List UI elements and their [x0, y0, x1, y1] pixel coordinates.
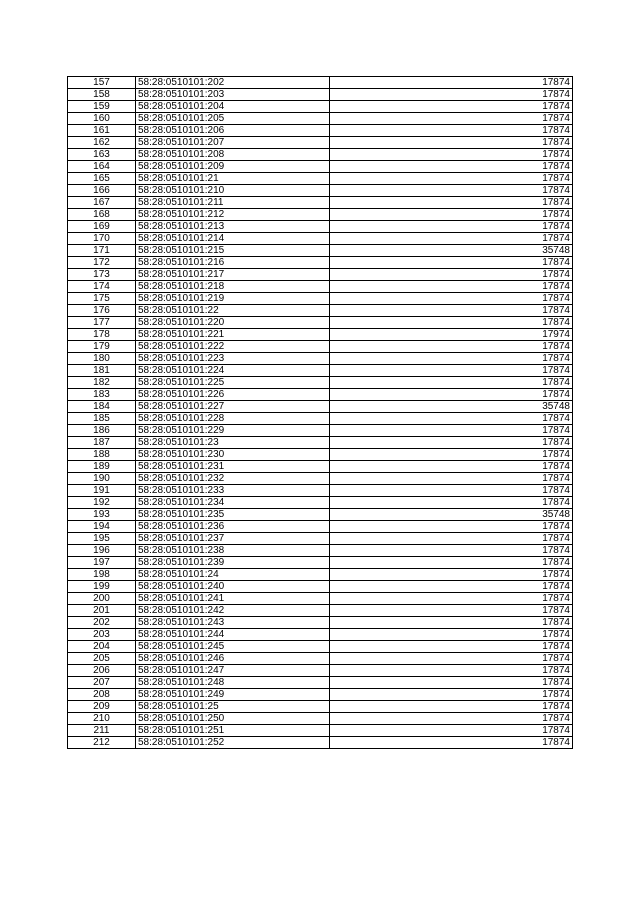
row-number-cell: 187 [68, 437, 136, 449]
table-row [68, 353, 573, 365]
cadastral-number-cell: 58:28:0510101:223 [136, 353, 330, 365]
cadastral-number-cell: 58:28:0510101:21 [136, 173, 330, 185]
cadastral-number-cell: 58:28:0510101:214 [136, 233, 330, 245]
row-number-cell: 183 [68, 389, 136, 401]
value-cell: 17874 [330, 641, 573, 653]
row-number-cell: 178 [68, 329, 136, 341]
value-cell: 35748 [330, 245, 573, 257]
table-row [68, 653, 573, 665]
row-number-cell: 159 [68, 101, 136, 113]
row-number-cell: 192 [68, 497, 136, 509]
value-cell: 17874 [330, 305, 573, 317]
value-cell: 17874 [330, 437, 573, 449]
row-number-cell: 163 [68, 149, 136, 161]
cadastral-number-cell: 58:28:0510101:226 [136, 389, 330, 401]
cadastral-number-cell: 58:28:0510101:220 [136, 317, 330, 329]
table-row [68, 701, 573, 713]
cadastral-number-cell: 58:28:0510101:240 [136, 581, 330, 593]
table-row [68, 77, 573, 89]
row-number-cell: 210 [68, 713, 136, 725]
value-cell: 17874 [330, 389, 573, 401]
value-cell: 17874 [330, 233, 573, 245]
cadastral-number-cell: 58:28:0510101:208 [136, 149, 330, 161]
table-row [68, 593, 573, 605]
cadastral-number-cell: 58:28:0510101:232 [136, 473, 330, 485]
cadastral-number-cell: 58:28:0510101:250 [136, 713, 330, 725]
value-cell: 17874 [330, 725, 573, 737]
value-cell: 17874 [330, 113, 573, 125]
value-cell: 17874 [330, 557, 573, 569]
value-cell: 17874 [330, 677, 573, 689]
row-number-cell: 158 [68, 89, 136, 101]
value-cell: 17874 [330, 281, 573, 293]
cadastral-number-cell: 58:28:0510101:202 [136, 77, 330, 89]
row-number-cell: 168 [68, 209, 136, 221]
table-row [68, 713, 573, 725]
table-row [68, 89, 573, 101]
row-number-cell: 212 [68, 737, 136, 749]
value-cell: 17874 [330, 137, 573, 149]
table-row [68, 665, 573, 677]
table-body [68, 77, 573, 749]
cadastral-number-cell: 58:28:0510101:218 [136, 281, 330, 293]
row-number-cell: 175 [68, 293, 136, 305]
value-cell: 17874 [330, 605, 573, 617]
value-cell: 17874 [330, 209, 573, 221]
row-number-cell: 173 [68, 269, 136, 281]
value-cell: 17874 [330, 581, 573, 593]
cadastral-number-cell: 58:28:0510101:215 [136, 245, 330, 257]
row-number-cell: 172 [68, 257, 136, 269]
table-row [68, 389, 573, 401]
cadastral-number-cell: 58:28:0510101:231 [136, 461, 330, 473]
table-row [68, 101, 573, 113]
row-number-cell: 190 [68, 473, 136, 485]
row-number-cell: 194 [68, 521, 136, 533]
value-cell: 17874 [330, 341, 573, 353]
cadastral-number-cell: 58:28:0510101:246 [136, 653, 330, 665]
cadastral-number-cell: 58:28:0510101:234 [136, 497, 330, 509]
row-number-cell: 161 [68, 125, 136, 137]
table-row [68, 161, 573, 173]
row-number-cell: 193 [68, 509, 136, 521]
table-row [68, 185, 573, 197]
row-number-cell: 206 [68, 665, 136, 677]
cadastral-number-cell: 58:28:0510101:238 [136, 545, 330, 557]
value-cell: 17874 [330, 449, 573, 461]
value-cell: 17874 [330, 185, 573, 197]
value-cell: 17874 [330, 221, 573, 233]
value-cell: 17974 [330, 329, 573, 341]
cadastral-number-cell: 58:28:0510101:245 [136, 641, 330, 653]
table-row [68, 329, 573, 341]
row-number-cell: 209 [68, 701, 136, 713]
table-row [68, 401, 573, 413]
cadastral-number-cell: 58:28:0510101:216 [136, 257, 330, 269]
cadastral-number-cell: 58:28:0510101:23 [136, 437, 330, 449]
table-row [68, 149, 573, 161]
value-cell: 17874 [330, 665, 573, 677]
value-cell: 17874 [330, 497, 573, 509]
cadastral-number-cell: 58:28:0510101:237 [136, 533, 330, 545]
row-number-cell: 160 [68, 113, 136, 125]
value-cell: 17874 [330, 161, 573, 173]
value-cell: 35748 [330, 401, 573, 413]
value-cell: 17874 [330, 425, 573, 437]
value-cell: 17874 [330, 197, 573, 209]
row-number-cell: 176 [68, 305, 136, 317]
table-row [68, 569, 573, 581]
value-cell: 17874 [330, 257, 573, 269]
row-number-cell: 203 [68, 629, 136, 641]
table-row [68, 737, 573, 749]
value-cell: 17874 [330, 377, 573, 389]
table-row [68, 233, 573, 245]
table-row [68, 533, 573, 545]
value-cell: 17874 [330, 653, 573, 665]
table-row [68, 485, 573, 497]
table-row [68, 293, 573, 305]
table-row [68, 281, 573, 293]
table-row [68, 509, 573, 521]
cadastral-number-cell: 58:28:0510101:206 [136, 125, 330, 137]
table-row [68, 365, 573, 377]
cadastral-number-cell: 58:28:0510101:251 [136, 725, 330, 737]
row-number-cell: 180 [68, 353, 136, 365]
table-row [68, 437, 573, 449]
row-number-cell: 184 [68, 401, 136, 413]
value-cell: 17874 [330, 701, 573, 713]
table-row [68, 461, 573, 473]
cadastral-number-cell: 58:28:0510101:235 [136, 509, 330, 521]
cadastral-number-cell: 58:28:0510101:219 [136, 293, 330, 305]
row-number-cell: 181 [68, 365, 136, 377]
cadastral-number-cell: 58:28:0510101:217 [136, 269, 330, 281]
value-cell: 17874 [330, 617, 573, 629]
value-cell: 17874 [330, 353, 573, 365]
value-cell: 35748 [330, 509, 573, 521]
value-cell: 17874 [330, 593, 573, 605]
table-row [68, 473, 573, 485]
table-row [68, 209, 573, 221]
value-cell: 17874 [330, 461, 573, 473]
row-number-cell: 199 [68, 581, 136, 593]
table-row [68, 257, 573, 269]
table-row [68, 137, 573, 149]
value-cell: 17874 [330, 293, 573, 305]
cadastral-number-cell: 58:28:0510101:211 [136, 197, 330, 209]
value-cell: 17874 [330, 317, 573, 329]
cadastral-number-cell: 58:28:0510101:242 [136, 605, 330, 617]
table-row [68, 449, 573, 461]
value-cell: 17874 [330, 485, 573, 497]
row-number-cell: 197 [68, 557, 136, 569]
cadastral-number-cell: 58:28:0510101:222 [136, 341, 330, 353]
value-cell: 17874 [330, 269, 573, 281]
row-number-cell: 208 [68, 689, 136, 701]
table-row [68, 677, 573, 689]
cadastral-number-cell: 58:28:0510101:243 [136, 617, 330, 629]
cadastral-number-cell: 58:28:0510101:227 [136, 401, 330, 413]
value-cell: 17874 [330, 713, 573, 725]
table-row [68, 557, 573, 569]
value-cell: 17874 [330, 737, 573, 749]
row-number-cell: 200 [68, 593, 136, 605]
value-cell: 17874 [330, 473, 573, 485]
cadastral-number-cell: 58:28:0510101:247 [136, 665, 330, 677]
cadastral-number-cell: 58:28:0510101:24 [136, 569, 330, 581]
cadastral-number-cell: 58:28:0510101:210 [136, 185, 330, 197]
row-number-cell: 165 [68, 173, 136, 185]
row-number-cell: 198 [68, 569, 136, 581]
table-row [68, 545, 573, 557]
table-row [68, 377, 573, 389]
value-cell: 17874 [330, 365, 573, 377]
cadastral-number-cell: 58:28:0510101:209 [136, 161, 330, 173]
row-number-cell: 182 [68, 377, 136, 389]
table-row [68, 341, 573, 353]
table-row [68, 317, 573, 329]
table-row [68, 197, 573, 209]
table-row [68, 605, 573, 617]
table-row [68, 305, 573, 317]
parcel-table [67, 76, 573, 749]
value-cell: 17874 [330, 413, 573, 425]
table-row [68, 113, 573, 125]
row-number-cell: 157 [68, 77, 136, 89]
cadastral-number-cell: 58:28:0510101:249 [136, 689, 330, 701]
value-cell: 17874 [330, 629, 573, 641]
cadastral-number-cell: 58:28:0510101:212 [136, 209, 330, 221]
cadastral-number-cell: 58:28:0510101:22 [136, 305, 330, 317]
value-cell: 17874 [330, 569, 573, 581]
row-number-cell: 167 [68, 197, 136, 209]
value-cell: 17874 [330, 545, 573, 557]
table-row [68, 413, 573, 425]
row-number-cell: 189 [68, 461, 136, 473]
cadastral-number-cell: 58:28:0510101:244 [136, 629, 330, 641]
row-number-cell: 162 [68, 137, 136, 149]
value-cell: 17874 [330, 521, 573, 533]
cadastral-number-cell: 58:28:0510101:241 [136, 593, 330, 605]
table-row [68, 269, 573, 281]
row-number-cell: 174 [68, 281, 136, 293]
value-cell: 17874 [330, 533, 573, 545]
row-number-cell: 205 [68, 653, 136, 665]
cadastral-number-cell: 58:28:0510101:233 [136, 485, 330, 497]
row-number-cell: 196 [68, 545, 136, 557]
cadastral-number-cell: 58:28:0510101:225 [136, 377, 330, 389]
value-cell: 17874 [330, 89, 573, 101]
table-row [68, 221, 573, 233]
cadastral-number-cell: 58:28:0510101:248 [136, 677, 330, 689]
cadastral-number-cell: 58:28:0510101:230 [136, 449, 330, 461]
value-cell: 17874 [330, 101, 573, 113]
cadastral-number-cell: 58:28:0510101:203 [136, 89, 330, 101]
table-row [68, 521, 573, 533]
row-number-cell: 202 [68, 617, 136, 629]
row-number-cell: 186 [68, 425, 136, 437]
row-number-cell: 166 [68, 185, 136, 197]
table-row [68, 125, 573, 137]
row-number-cell: 179 [68, 341, 136, 353]
table-row [68, 629, 573, 641]
row-number-cell: 185 [68, 413, 136, 425]
row-number-cell: 201 [68, 605, 136, 617]
table-row [68, 641, 573, 653]
cadastral-number-cell: 58:28:0510101:221 [136, 329, 330, 341]
table-row [68, 617, 573, 629]
cadastral-number-cell: 58:28:0510101:205 [136, 113, 330, 125]
value-cell: 17874 [330, 125, 573, 137]
value-cell: 17874 [330, 77, 573, 89]
value-cell: 17874 [330, 689, 573, 701]
table-row [68, 497, 573, 509]
row-number-cell: 170 [68, 233, 136, 245]
row-number-cell: 207 [68, 677, 136, 689]
cadastral-number-cell: 58:28:0510101:224 [136, 365, 330, 377]
cadastral-number-cell: 58:28:0510101:239 [136, 557, 330, 569]
table-row [68, 425, 573, 437]
row-number-cell: 171 [68, 245, 136, 257]
cadastral-number-cell: 58:28:0510101:207 [136, 137, 330, 149]
cadastral-number-cell: 58:28:0510101:228 [136, 413, 330, 425]
table-row [68, 245, 573, 257]
row-number-cell: 195 [68, 533, 136, 545]
row-number-cell: 191 [68, 485, 136, 497]
cadastral-number-cell: 58:28:0510101:252 [136, 737, 330, 749]
row-number-cell: 169 [68, 221, 136, 233]
cadastral-number-cell: 58:28:0510101:229 [136, 425, 330, 437]
value-cell: 17874 [330, 173, 573, 185]
cadastral-number-cell: 58:28:0510101:236 [136, 521, 330, 533]
cadastral-number-cell: 58:28:0510101:25 [136, 701, 330, 713]
row-number-cell: 204 [68, 641, 136, 653]
cadastral-number-cell: 58:28:0510101:213 [136, 221, 330, 233]
table-row [68, 725, 573, 737]
table-row [68, 689, 573, 701]
value-cell: 17874 [330, 149, 573, 161]
row-number-cell: 164 [68, 161, 136, 173]
row-number-cell: 211 [68, 725, 136, 737]
cadastral-number-cell: 58:28:0510101:204 [136, 101, 330, 113]
row-number-cell: 177 [68, 317, 136, 329]
row-number-cell: 188 [68, 449, 136, 461]
table-row [68, 581, 573, 593]
table-row [68, 173, 573, 185]
